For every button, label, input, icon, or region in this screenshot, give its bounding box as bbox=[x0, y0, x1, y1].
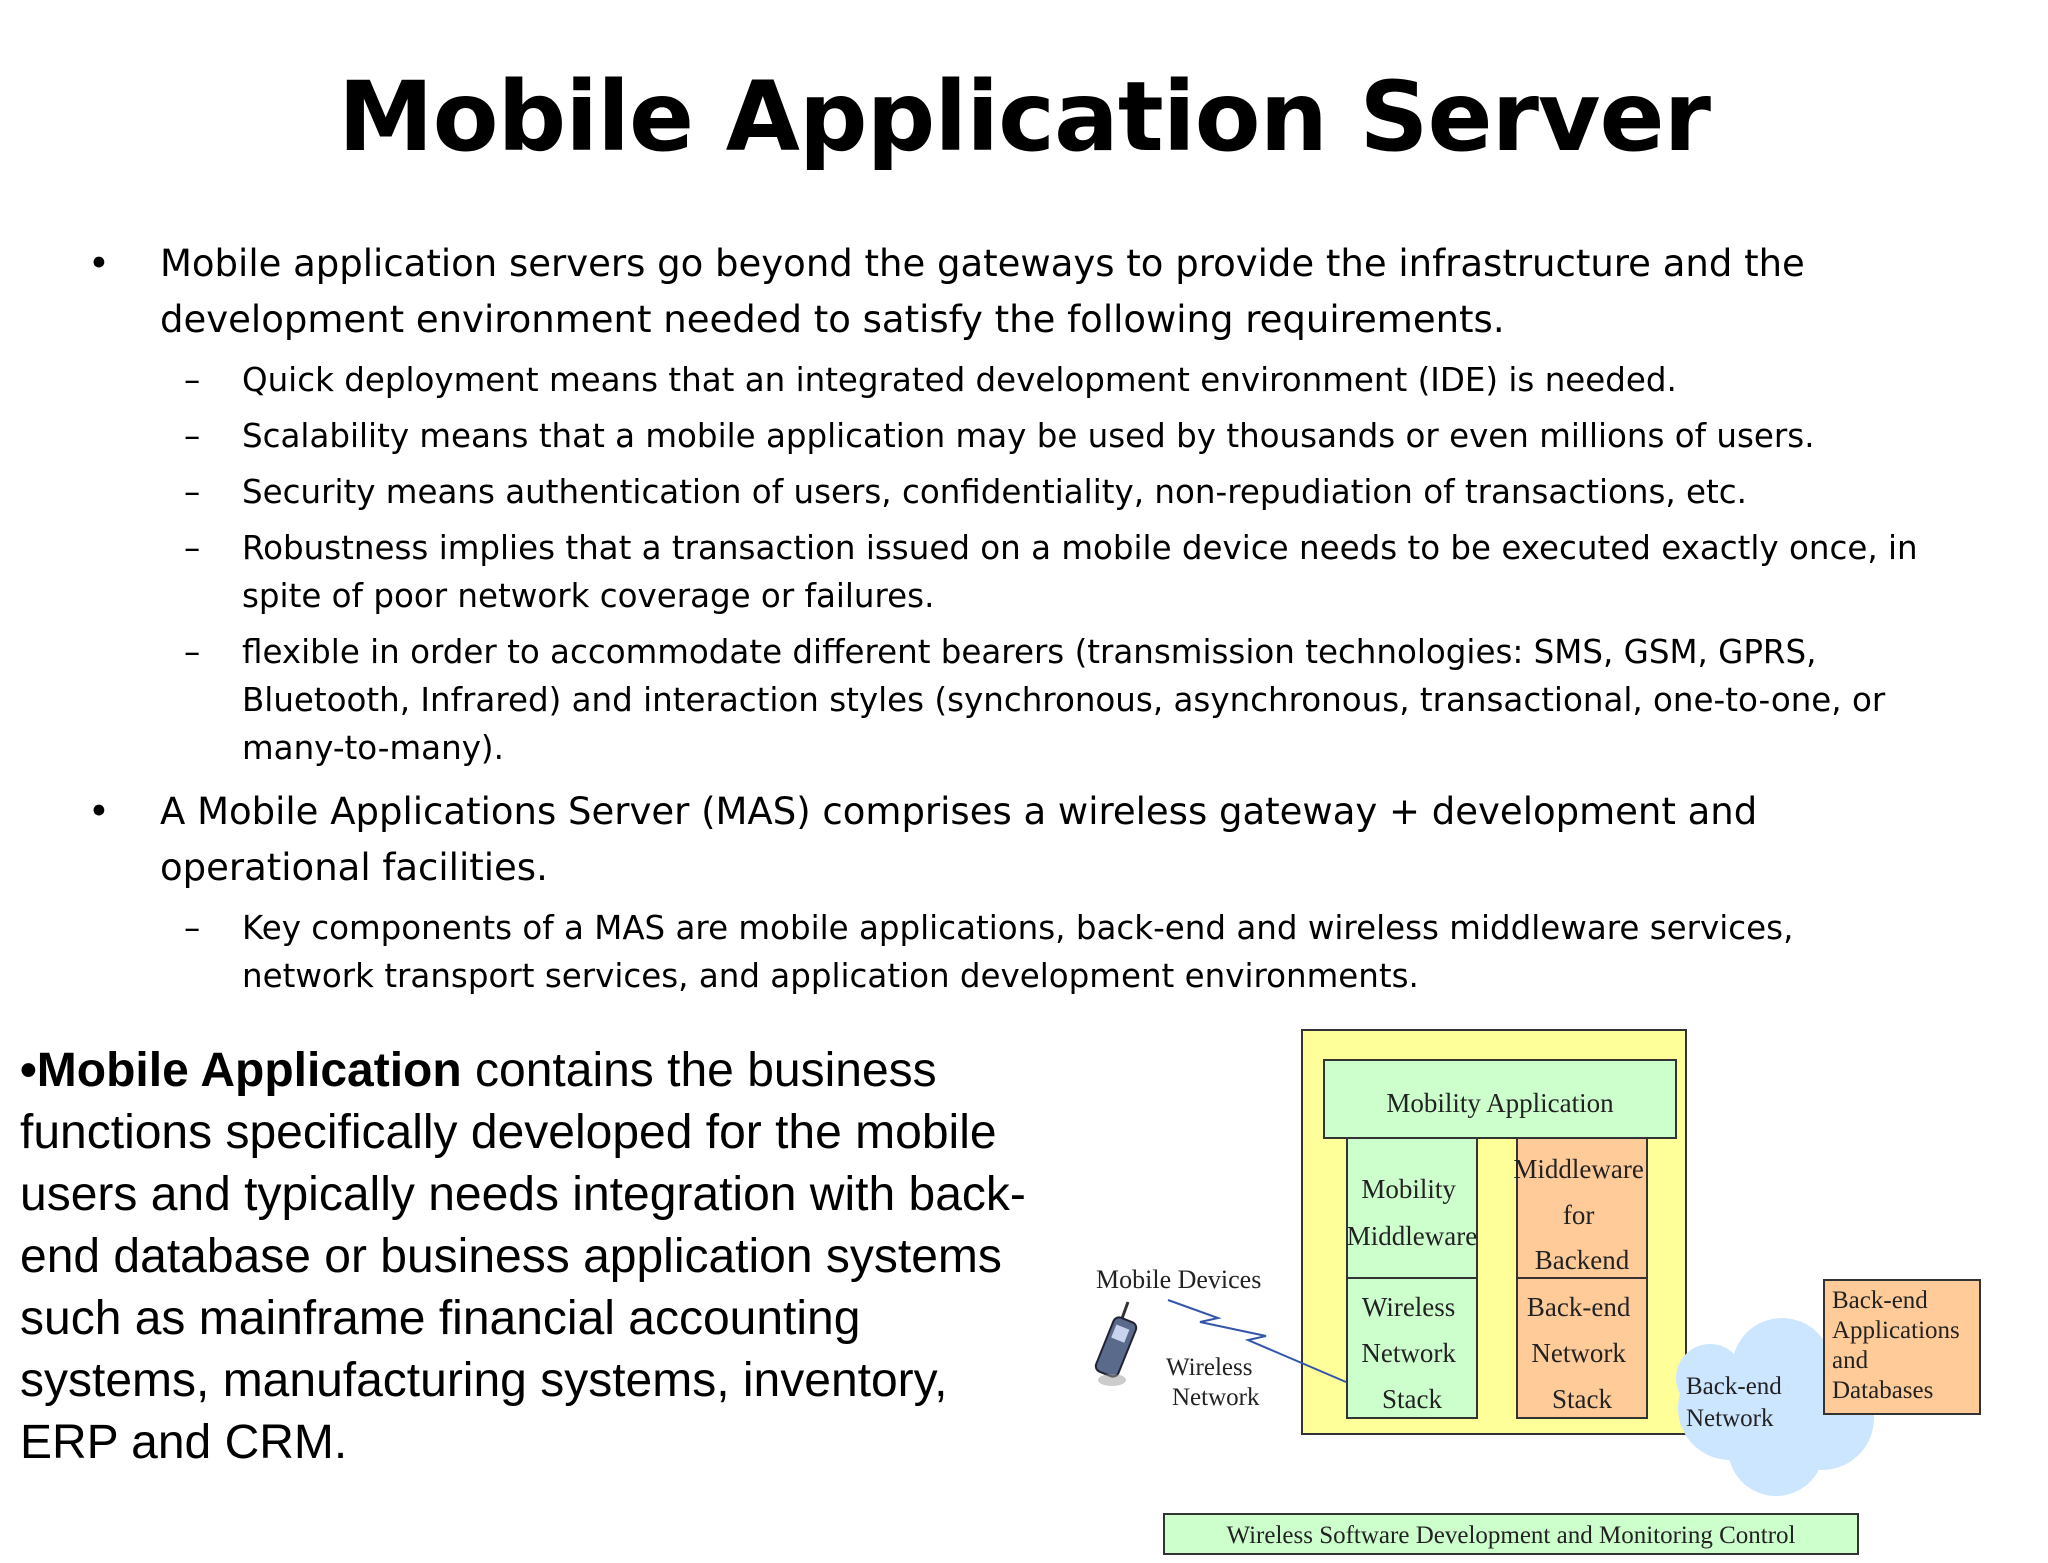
middleware-backend-label: Middleware for Backend bbox=[1513, 1154, 1644, 1275]
sub-bullet-item bbox=[0, 412, 1922, 460]
bullet-list bbox=[0, 236, 2048, 1000]
dash-icon: – bbox=[184, 473, 201, 511]
bullet-item bbox=[0, 236, 1920, 348]
sub-bullet-text: Quick deployment means that an integrated development environment (IDE) is needed. bbox=[242, 361, 1677, 399]
sub-bullet-item bbox=[0, 524, 1922, 620]
wireless-network-label: Wireless Network bbox=[1166, 1354, 1260, 1411]
sub-bullet-item bbox=[0, 628, 1922, 772]
bullet-item bbox=[0, 784, 1920, 896]
dev-monitoring-label: Wireless Software Development and Monitoring Control bbox=[1226, 1522, 1796, 1549]
bullet-dot-icon: • bbox=[88, 790, 110, 833]
dash-icon: – bbox=[184, 361, 201, 399]
dash-icon: – bbox=[184, 633, 201, 671]
sub-bullet-text: Key components of a MAS are mobile applications, back-end and wireless middleware services, network transport services, and application development environments. bbox=[242, 909, 1794, 995]
backend-stack-label: Back-end Network Stack bbox=[1526, 1292, 1631, 1414]
dash-icon: – bbox=[184, 417, 201, 455]
bullet-dot-icon: • bbox=[88, 242, 110, 285]
mobile-application-description bbox=[20, 1040, 1030, 1474]
sub-bullet-text: Scalability means that a mobile application may be used by thousands or even millions of users. bbox=[242, 417, 1815, 455]
diagram-svg bbox=[1070, 1018, 2010, 1558]
sub-bullet-text: flexible in order to accommodate different bearers (transmission technologies: SMS, GSM, GPRS, Bluetooth, Infrared) and interaction styles (synchronous, asynchronous, transactional, one-to-one, or many-to-many). bbox=[242, 633, 1886, 767]
slide-title: Mobile Application Server bbox=[338, 61, 1710, 173]
mobility-middleware-box bbox=[1347, 1138, 1477, 1278]
sub-bullet-item bbox=[0, 356, 1922, 404]
dash-icon: – bbox=[184, 529, 201, 567]
sub-bullet-text: Security means authentication of users, confidentiality, non-repudiation of transactions, etc. bbox=[242, 473, 1747, 511]
mobile-devices-label: Mobile Devices bbox=[1096, 1265, 1262, 1294]
backend-network-label: Back-end Network bbox=[1686, 1373, 1782, 1432]
mobile-phone-icon bbox=[1094, 1302, 1138, 1386]
description-lead: •Mobile Application bbox=[20, 1044, 462, 1097]
description-body: contains the business functions specifically developed for the mobile users and typically needs integration with back-end database or business application systems such as mainframe financial accounting systems, manufacturing systems, inventory, ERP and CRM. bbox=[20, 1044, 1026, 1469]
bullet-text: Mobile application servers go beyond the gateways to provide the infrastructure and the development environment needed to satisfy the following requirements. bbox=[160, 242, 1805, 341]
mobility-application-label: Mobility Application bbox=[1386, 1088, 1614, 1118]
sub-bullet-item bbox=[0, 468, 1922, 516]
mobility-middleware-label: Mobility Middleware bbox=[1346, 1174, 1478, 1251]
mas-architecture-diagram bbox=[1070, 1018, 2010, 1563]
sub-bullet-item bbox=[0, 904, 1922, 1000]
wireless-stack-label: Wireless Network Stack bbox=[1361, 1292, 1456, 1414]
bullet-text: A Mobile Applications Server (MAS) comprises a wireless gateway + development and operational facilities. bbox=[160, 790, 1758, 889]
backend-apps-label: Back-end Applications and Databases bbox=[1832, 1287, 1960, 1404]
dash-icon: – bbox=[184, 909, 201, 947]
sub-bullet-text: Robustness implies that a transaction issued on a mobile device needs to be executed exactly once, in spite of poor network coverage or failures. bbox=[242, 529, 1918, 615]
